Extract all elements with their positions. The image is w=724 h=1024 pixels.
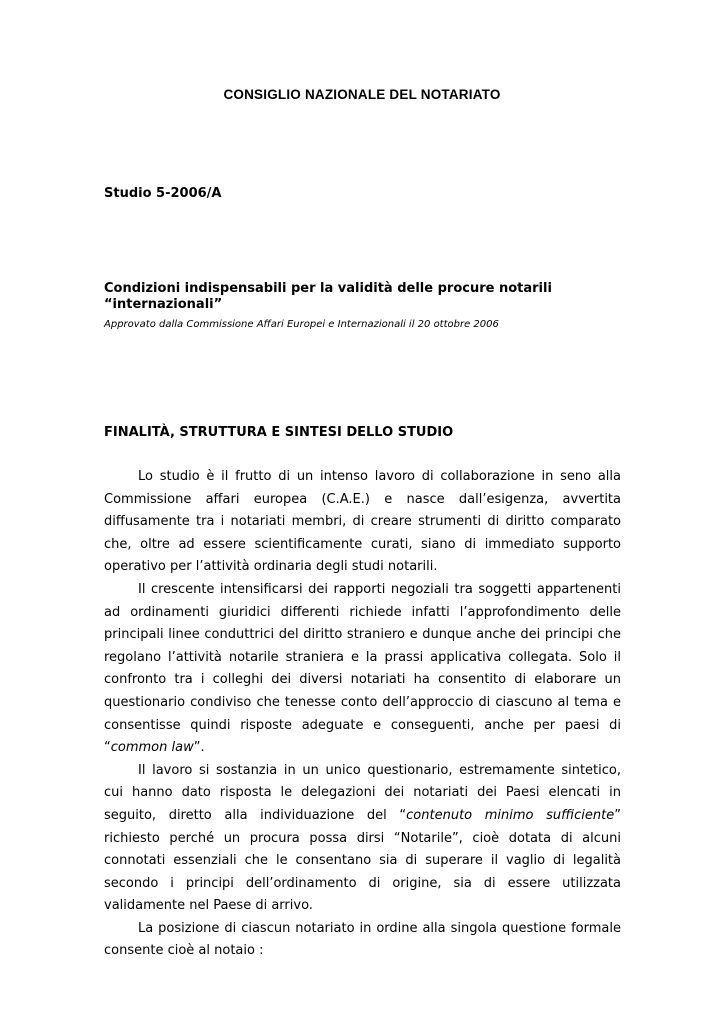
body-text [104, 466, 621, 963]
paragraph-2-text-a: Il crescente intensificarsi dei rapporti negoziali tra soggetti appartenenti ad ordinamenti giuridici differenti richiede infatti l’approfondimento delle principali linee conduttrici del diritto straniero e dunque anche dei principi che regolano l’attività notarile straniera e la prassi applicativa collegata. Solo il confronto tra i colleghi dei diversi notariati ha consentito di elaborare un questionario condiviso che tenesse conto dell’approccio di ciascuno al tema e consentisse quindi risposte adeguate e conseguenti, anche per paesi di “ [104, 581, 621, 756]
section-heading: FINALITÀ, STRUTTURA E SINTESI DELLO STUDIO [104, 425, 454, 440]
paragraph-2 [104, 579, 621, 760]
paragraph-3-text-b: ” richiesto perché un procura possa dirsi “Notarile”, cioè dotata di alcuni connotati essenziali che le consentano sia di superare il vaglio di legalità secondo i principi dell’ordinamento di origine, sia di essere utilizzata validamente nel Paese di arrivo. [104, 807, 621, 914]
paragraph-3-text-a: Il lavoro si sostanzia in un unico questionario, estremamente sintetico, cui hanno dato risposta le delegazioni dei notariati dei Paesi elencati in seguito, diretto alla individuazione del “ [104, 762, 621, 823]
approval-note: Approvato dalla Commissione Affari Europei e Internazionali il 20 ottobre 2006 [104, 319, 499, 330]
document-title [104, 281, 624, 313]
paragraph-2-emphasis: common law [110, 740, 194, 756]
paragraph-1: Lo studio è il frutto di un intenso lavoro di collaborazione in seno alla Commissione affari europea (C.A.E.) e nasce dall’esigenza, avvertita diffusamente tra i notariati membri, di creare strumenti di diritto comparato che, oltre ad essere scientificamente curati, siano di immediato supporto operativo per l’attività ordinaria degli studi notarili. [104, 469, 621, 575]
paragraph-2-text-b: ”. [193, 740, 205, 756]
paragraph-3 [104, 760, 621, 918]
document-title-line-1: Condizioni indispensabili per la validità delle procure notarili [104, 281, 552, 296]
paragraph-3-emphasis: contenuto minimo sufficiente [406, 807, 615, 823]
document-title-line-2: “internazionali” [104, 297, 223, 312]
paragraph-4: La posizione di ciascun notariato in ordine alla singola questione formale consente cioè al notaio : [104, 920, 621, 959]
organization-title: CONSIGLIO NAZIONALE DEL NOTARIATO [223, 87, 501, 102]
studio-id: Studio 5-2006/A [104, 186, 222, 201]
